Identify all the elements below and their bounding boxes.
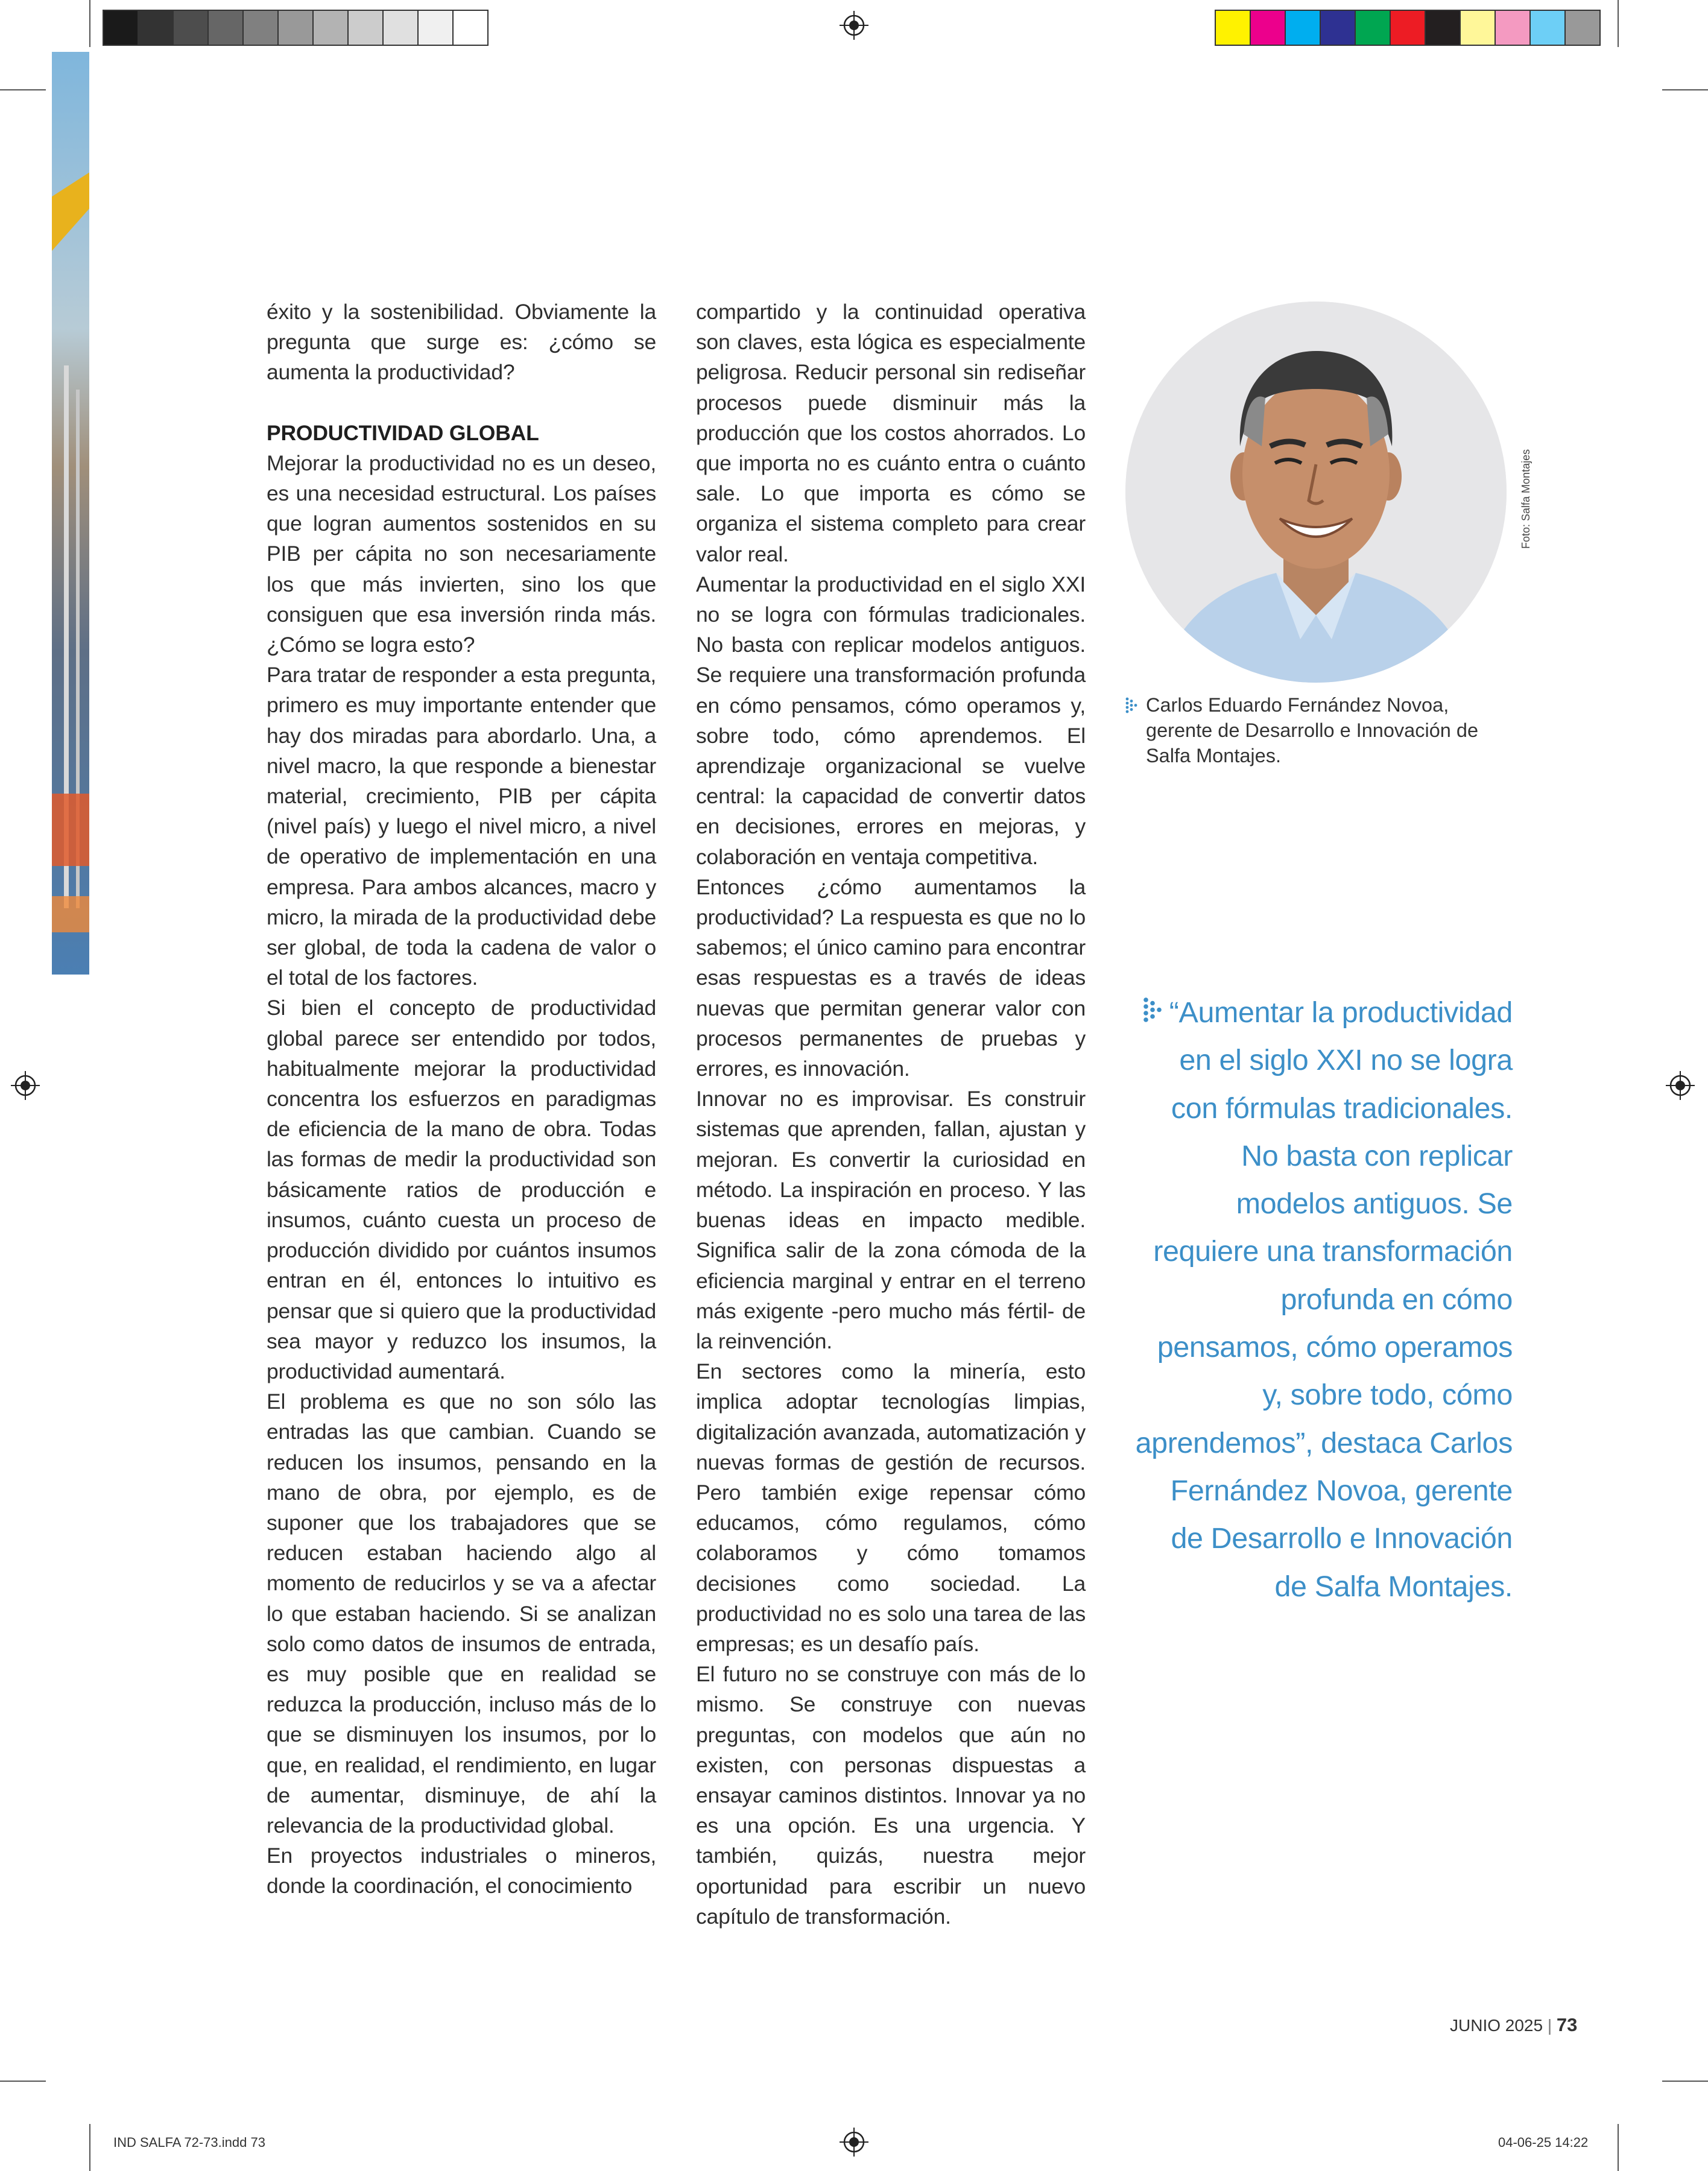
paragraph: En proyectos industriales o mineros, donde la coordinación, el conocimiento	[267, 1844, 656, 1898]
gray-swatch	[139, 11, 174, 45]
paragraph: éxito y la sostenibilidad. Obviamente la pregunta que surge es: ¿cómo se aumenta la productividad?	[267, 300, 656, 385]
color-swatch	[1531, 11, 1566, 45]
quote-dots-icon	[1143, 997, 1163, 1026]
registration-mark-icon	[840, 2128, 868, 2157]
crop-mark	[1662, 2081, 1708, 2082]
caption-text: Carlos Eduardo Fernández Novoa, gerente de Desarrollo e Innovación de Salfa Montajes.	[1146, 694, 1479, 766]
crop-mark	[0, 89, 46, 90]
color-swatch	[1461, 11, 1496, 45]
gray-swatch	[349, 11, 384, 45]
photo-caption	[1125, 692, 1511, 768]
gray-swatch	[314, 11, 349, 45]
gray-swatch	[384, 11, 419, 45]
gray-swatch	[244, 11, 279, 45]
portrait-photo	[1125, 302, 1507, 683]
color-swatch	[1251, 11, 1286, 45]
grayscale-swatch-strip	[103, 10, 489, 46]
issue-date: JUNIO 2025	[1450, 2016, 1543, 2035]
paragraph: Mejorar la productividad no es un deseo, es una necesidad estructural. Los países que logran aumentos sostenidos en su PIB per cápita no son necesariamente los que más invierten, sino los que consiguen que esa inversión rinda más. ¿Cómo se logra esto?	[267, 450, 656, 657]
color-swatch	[1321, 11, 1356, 45]
color-swatch-strip	[1215, 10, 1601, 46]
crop-mark	[0, 2081, 46, 2082]
paragraph: El problema es que no son sólo las entradas las que cambian. Cuando se reducen los insumos, pensando en la mano de obra, por ejemplo, es de suponer que los trabajadores que se reducen estaban haciendo algo al momento de reducirlos y se va a afectar lo que estaban haciendo. Si se analizan solo como datos de insumos de entrada, es muy posible que en realidad se reduzca la producción, incluso más de lo que se disminuyen los insumos, por lo que, en realidad, el rendimiento, en lugar de aumentar, disminuye, de ahí la relevancia de la productividad global.	[267, 1389, 656, 1838]
registration-mark-icon	[840, 11, 868, 40]
bleed-photo-strip	[52, 52, 89, 975]
slug-filename: IND SALFA 72-73.indd 73	[113, 2135, 265, 2150]
color-swatch	[1496, 11, 1531, 45]
color-swatch	[1426, 11, 1461, 45]
slug-timestamp: 04-06-25 14:22	[1498, 2135, 1589, 2150]
page-folio	[1450, 2014, 1577, 2036]
pull-quote	[1134, 989, 1513, 1611]
crop-mark	[1618, 0, 1619, 47]
gray-swatch	[454, 11, 487, 45]
crop-mark	[89, 0, 90, 47]
gray-swatch	[209, 11, 244, 45]
gray-swatch	[419, 11, 454, 45]
crop-mark	[1618, 2124, 1619, 2171]
registration-mark-icon	[1666, 1071, 1695, 1100]
gray-swatch	[279, 11, 314, 45]
bullet-dots-icon	[1125, 697, 1139, 715]
crop-mark	[1662, 89, 1708, 90]
paragraph: Innovar no es improvisar. Es construir sistemas que aprenden, fallan, ajustan y mejoran. Es convertir la curiosidad en método. La inspiración en proceso. Y las buenas ideas en impacto medible. Significa salir de la zona cómoda de la eficiencia marginal y entrar en el terreno más exigente -pero mucho más fértil- de la reinvención.	[696, 1087, 1086, 1353]
paragraph: En sectores como la minería, esto implica adoptar tecnologías limpias, digitalización avanzada, automatización y nuevas formas de gestión de recursos. Pero también exige repensar cómo educamos, cómo regulamos, cómo colaboramos y cómo tomamos decisiones como sociedad. La productividad no es solo una tarea de las empresas; es un desafío país.	[696, 1359, 1086, 1656]
paragraph: compartido y la continuidad operativa son claves, esta lógica es especialmente peligrosa. Reducir personal sin rediseñar procesos puede disminuir más la producción que los costos ahorrados. Lo que importa no es cuánto entra o cuánto sale. Lo que importa es cómo se organiza el sistema completo para crear valor real.	[696, 300, 1086, 566]
color-swatch	[1391, 11, 1426, 45]
registration-mark-icon	[11, 1071, 40, 1100]
paragraph: Aumentar la productividad en el siglo XXI no se logra con fórmulas tradicionales. No basta con replicar modelos antiguos. Se requiere una transformación profunda en cómo pensamos, cómo operamos y, sobre todo, cómo aprendemos. El aprendizaje organizacional se vuelve central: la capacidad de convertir datos en decisiones, errores en mejoras, y colaboración en ventaja competitiva.	[696, 572, 1086, 869]
article-column-left	[267, 297, 656, 1901]
portrait-illustration	[1125, 302, 1507, 683]
paragraph: Para tratar de responder a esta pregunta, primero es muy importante entender que hay dos miradas para abordarlo. Una, a nivel macro, la que responde a bienestar material, crecimiento, PIB per cápita (nivel país) y luego el nivel micro, a nivel de operativo de implementación en una empresa. Para ambos alcances, macro y micro, la mirada de la productividad debe ser global, de toda la cadena de valor o el total de los factores.	[267, 663, 656, 990]
gray-swatch	[174, 11, 209, 45]
color-swatch	[1216, 11, 1251, 45]
pull-quote-text: “Aumentar la productividad en el siglo XXI no se logra con fórmulas tradicionales. No basta con replicar modelos antiguos. Se requiere una transformación profunda en cómo pensamos, cómo operamos y, sobre todo, cómo aprendemos”, destaca Carlos Fernández Novoa, gerente de Desarrollo e Innovación de Salfa Montajes.	[1135, 996, 1513, 1603]
article-column-middle	[696, 297, 1086, 1932]
color-swatch	[1286, 11, 1321, 45]
paragraph: El futuro no se construye con más de lo mismo. Se construye con nuevas preguntas, con modelos que aún no existen, con personas dispuestas a ensayar caminos distintos. Innovar ya no es una opción. Es una urgencia. Y también, quizás, nuestra mejor oportunidad para escribir un nuevo capítulo de transformación.	[696, 1662, 1086, 1929]
paragraph: Entonces ¿cómo aumentamos la productividad? La respuesta es que no lo sabemos; el único camino para encontrar esas respuestas es a través de ideas nuevas que permitan generar valor con procesos permanentes de pruebas y errores, es innovación.	[696, 874, 1086, 1081]
page-number: 73	[1556, 2014, 1578, 2035]
paragraph: Si bien el concepto de productividad global parece ser entendido por todos, habitualmente mejorar la productividad concentra los esfuerzos en paradigmas de eficiencia de la mano de obra. Todas las formas de medir la productividad son básicamente ratios de producción e insumos, cuánto cuesta un proceso de producción dividido por cuántos insumos entran en él, entonces lo intuitivo es pensar que si quiero que la productividad sea mayor y reduzco los insumos, la productividad aumentará.	[267, 996, 656, 1383]
crop-mark	[89, 2124, 90, 2171]
photo-credit: Foto: Salfa Montajes	[1520, 449, 1532, 549]
color-swatch	[1356, 11, 1391, 45]
color-swatch	[1566, 11, 1599, 45]
folio-separator: |	[1547, 2016, 1552, 2035]
section-heading: PRODUCTIVIDAD GLOBAL	[267, 420, 539, 445]
gray-swatch	[104, 11, 139, 45]
